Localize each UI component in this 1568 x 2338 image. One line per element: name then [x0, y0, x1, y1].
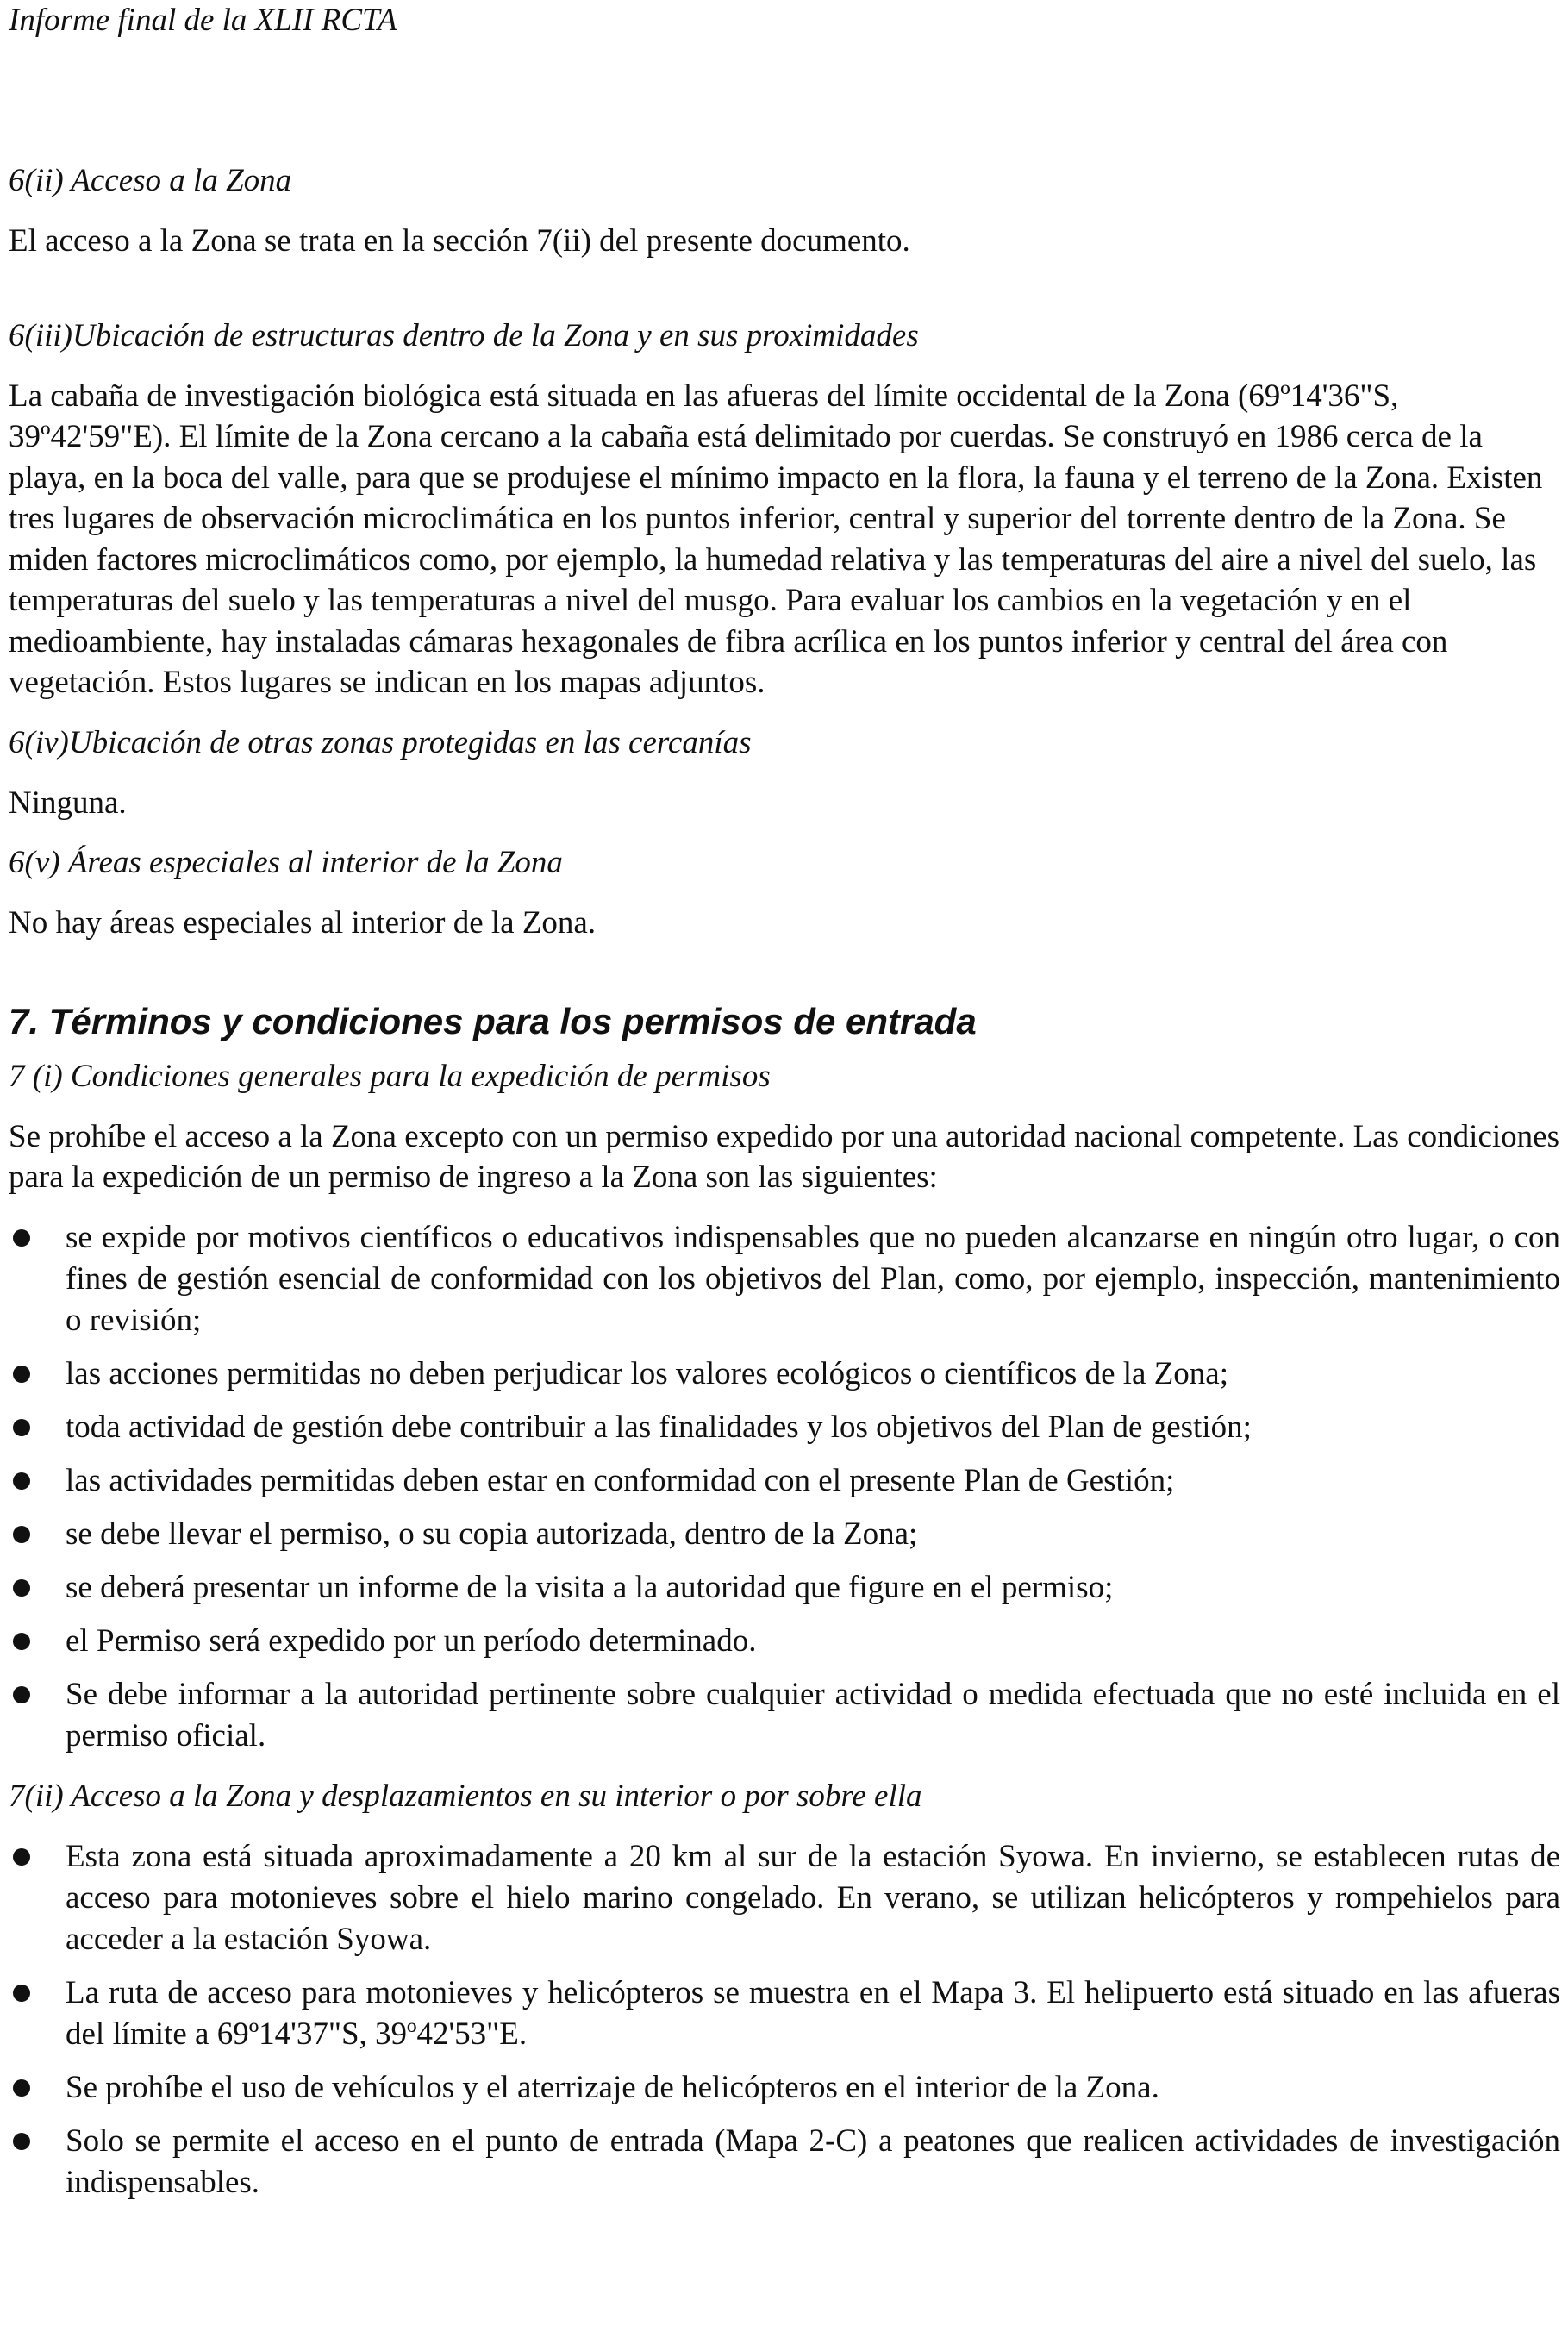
bullet-icon	[13, 1419, 30, 1436]
subsection-heading-6iii: 6(iii)Ubicación de estructuras dentro de la Zona y en sus proximidades	[9, 317, 919, 353]
paragraph-6v: No hay áreas especiales al interior de la Zona.	[9, 905, 597, 941]
document-body	[9, 160, 1560, 2222]
list-item	[9, 1217, 1560, 1341]
list-item-text: se expide por motivos científicos o educativos indispensables que no pueden alcanzarse en ningún otro lugar, o con fines de gestión esencial de conformidad con los objetivos del Plan, como, por ejemplo, inspección, mantenimiento o revisión;	[66, 1219, 1560, 1338]
bullet-icon	[13, 1526, 30, 1543]
section-gap	[9, 963, 1560, 997]
list-item	[9, 1514, 1560, 1555]
list-item	[9, 1972, 1560, 2055]
subsection-heading-6ii: 6(ii) Acceso a la Zona	[9, 163, 292, 198]
bullet-icon	[13, 1848, 30, 1866]
list-item-text: el Permiso será expedido por un período determinado.	[66, 1622, 757, 1659]
list-item	[9, 1353, 1560, 1395]
list-item-text: Se prohíbe el uso de vehículos y el aterrizaje de helicópteros en el interior de la Zona.	[66, 2069, 1159, 2105]
list-item-text: Solo se permite el acceso en el punto de entrada (Mapa 2-C) a peatones que realicen actividades de investigación indispensables.	[66, 2122, 1560, 2200]
bullet-icon	[13, 1472, 30, 1490]
bullet-icon	[13, 2133, 30, 2150]
section-gap	[9, 281, 1560, 316]
list-item-text: se debe llevar el permiso, o su copia autorizada, dentro de la Zona;	[66, 1516, 918, 1552]
subsection-heading-7ii: 7(ii) Acceso a la Zona y desplazamientos en su interior o por sobre ella	[9, 1778, 922, 1814]
list-item	[9, 2067, 1560, 2109]
subsection-heading-6iv: 6(iv)Ubicación de otras zonas protegidas en las cercanías	[9, 724, 752, 760]
bullet-icon	[13, 1985, 30, 2002]
bullet-icon	[13, 1686, 30, 1703]
list-item	[9, 1407, 1560, 1448]
list-item	[9, 1621, 1560, 1662]
paragraph-7i: Se prohíbe el acceso a la Zona excepto con un permiso expedido por una autoridad nacional competente. Las condiciones para la expedición de un permiso de ingreso a la Zona son las siguientes:	[9, 1118, 1559, 1195]
list-item	[9, 1460, 1560, 1502]
list-item-text: las actividades permitidas deben estar en conformidad con el presente Plan de Gestión;	[66, 1462, 1175, 1498]
list-item-text: toda actividad de gestión debe contribuir a las finalidades y los objetivos del Plan de gestión;	[66, 1409, 1252, 1445]
bullet-list-7i	[9, 1217, 1560, 1757]
bullet-icon	[13, 1366, 30, 1383]
list-item	[9, 2121, 1560, 2204]
paragraph-6ii: El acceso a la Zona se trata en la sección 7(ii) del presente documento.	[9, 223, 910, 259]
list-item-text: Se debe informar a la autoridad pertinente sobre cualquier actividad o medida efectuada que no esté incluida en el permiso oficial.	[66, 1676, 1560, 1754]
bullet-icon	[13, 1229, 30, 1247]
subsection-heading-7i: 7 (i) Condiciones generales para la expedición de permisos	[9, 1058, 771, 1094]
bullet-icon	[13, 1579, 30, 1597]
list-item	[9, 1674, 1560, 1757]
list-item-text: las acciones permitidas no deben perjudicar los valores ecológicos o científicos de la Zona;	[66, 1355, 1229, 1391]
bullet-icon	[13, 1633, 30, 1650]
list-item-text: se deberá presentar un informe de la visita a la autoridad que figure en el permiso;	[66, 1569, 1114, 1605]
section-title-7: 7. Términos y condiciones para los permisos de entrada	[9, 1000, 977, 1041]
paragraph-6iii: La cabaña de investigación biológica está situada en las afueras del límite occidental de la Zona (69º14'36"S, 39º42'59"E). El límite de la Zona cercano a la cabaña está delimitado por cuerdas. Se construyó en 1986 cerca de la playa, en la boca del valle, para que se produjese el mínimo impacto en la flora, la fauna y el terreno de la Zona. Existen tres lugares de observación microclimática en los puntos inferior, central y superior del torrente dentro de la Zona. Se miden factores microclimáticos como, por ejemplo, la humedad relativa y las temperaturas del aire a nivel del suelo, las temperaturas del suelo y las temperaturas a nivel del musgo. Para evaluar los cambios en la vegetación y en el medioambiente, hay instaladas cámaras hexagonales de fibra acrílica en los puntos inferior y central del área con vegetación. Estos lugares se indican en los mapas adjuntos.	[9, 378, 1543, 700]
list-item-text: Esta zona está situada aproximadamente a 20 km al sur de la estación Syowa. En invierno, se establecen rutas de acceso para motonieves sobre el hielo marino congelado. En verano, se utilizan helicópteros y rompehielos para acceder a la estación Syowa.	[66, 1838, 1560, 1957]
bullet-list-7ii	[9, 1836, 1560, 2204]
paragraph-6iv: Ninguna.	[9, 785, 127, 821]
list-item	[9, 1836, 1560, 1960]
list-item	[9, 1567, 1560, 1609]
running-header: Informe final de la XLII RCTA	[9, 3, 397, 38]
list-item-text: La ruta de acceso para motonieves y helicópteros se muestra en el Mapa 3. El helipuerto está situado en las afueras del límite a 69º14'37"S, 39º42'53"E.	[66, 1974, 1560, 2052]
bullet-icon	[13, 2079, 30, 2097]
subsection-heading-6v: 6(v) Áreas especiales al interior de la Zona	[9, 845, 563, 880]
